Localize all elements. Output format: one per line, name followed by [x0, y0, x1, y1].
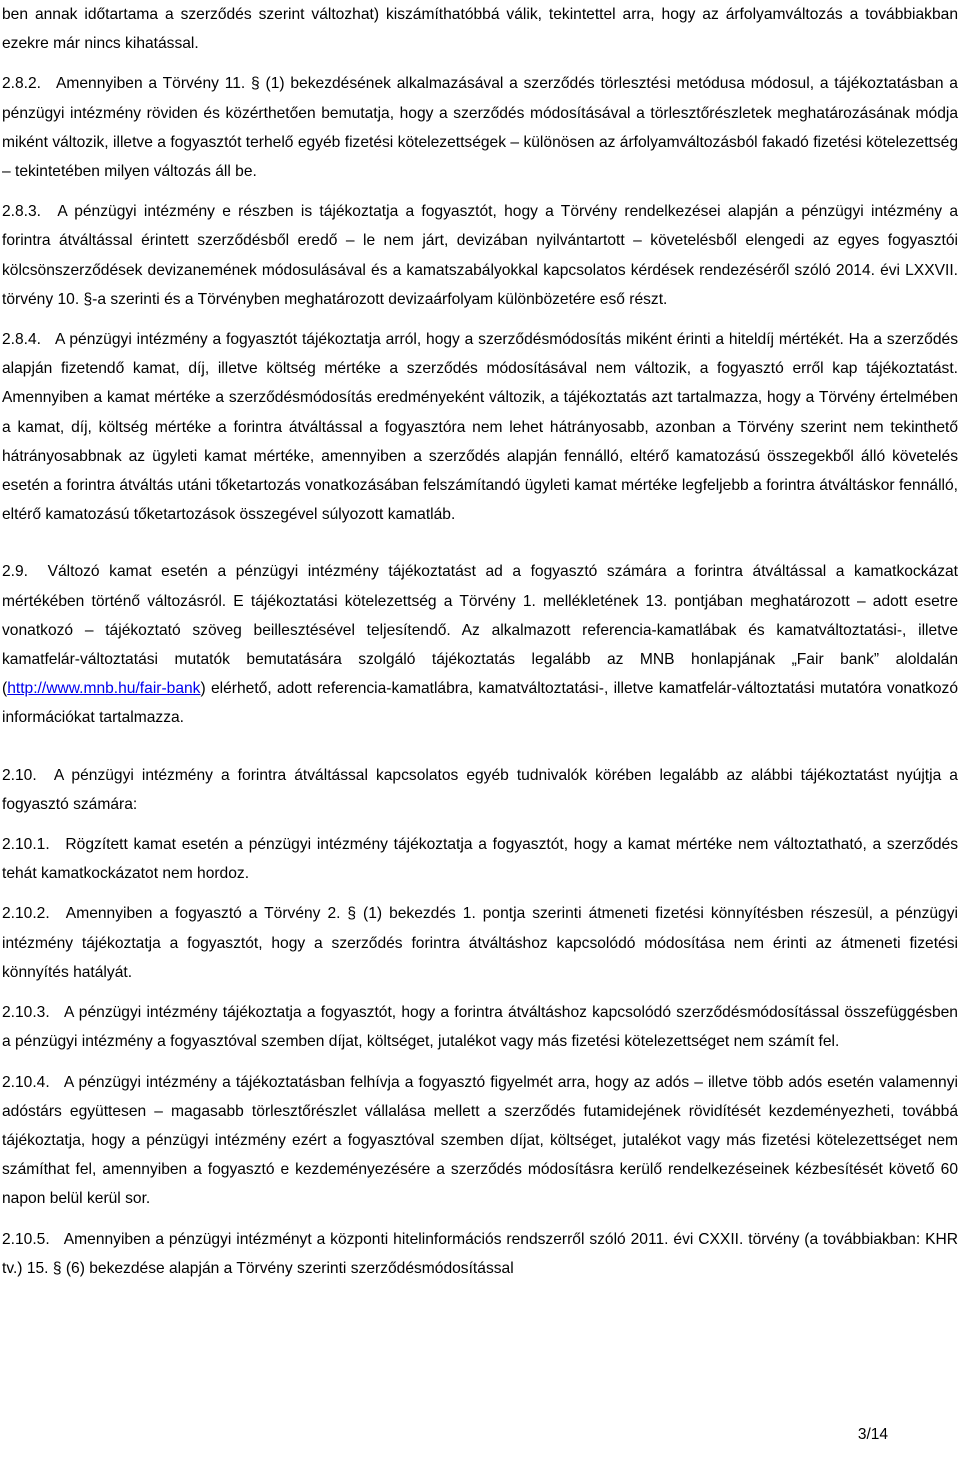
paragraph-2-10 — [2, 761, 958, 819]
paragraph-text: ben annak időtartama a szerződés szerint változhat) kiszámíthatóbbá válik, tekintettel arra, hogy az árfolyamváltozás a továbbiakban ezekre már nincs kihatással. — [2, 6, 958, 53]
paragraph-text: A pénzügyi intézmény a tájékoztatásban felhívja a fogyasztó figyelmét arra, hogy az adós – illetve több adós esetén valamennyi adóstárs együttesen – magasabb törlesztőrészlet vállalása mellett a szerződés futamidejének rövidítését kezdeményezheti, továbbá tájékoztatja, hogy a pénzügyi intézmény ezért a fogyasztóval szemben díjat, költséget, jutalékot vagy más fizetési kötelezettséget nem számíthat fel, amennyiben a fogyasztó e kezdeményezésére a szerződés módosításra kerülő rendelkezéseinek kézbesítését követő 60 napon belül kerül sor. — [2, 1073, 958, 1208]
section-number: 2.10.4. — [2, 1073, 50, 1091]
paragraph-2-10-2 — [2, 899, 958, 987]
section-number: 2.8.2. — [2, 75, 42, 93]
paragraph-continuation — [2, 0, 958, 58]
section-number: 2.10.1. — [2, 836, 50, 854]
paragraph-text-continued: ) elérhető, adott referencia-kamatlábra, kamatváltoztatási-, illetve kamatfelár-változtatási mutatóra vonatkozó információkat tartalmazza. — [2, 680, 958, 727]
section-number: 2.10.5. — [2, 1230, 50, 1248]
section-number: 2.9. — [2, 563, 29, 581]
section-number: 2.8.4. — [2, 331, 42, 349]
section-number: 2.10.3. — [2, 1004, 50, 1022]
paragraph-text: Amennyiben a pénzügyi intézményt a központi hitelinformációs rendszerről szóló 2011. évi CXXII. törvény (a továbbiakban: KHR tv.) 15. § (6) bekezdése alapján a Törvény szerinti szerződésmódosítással — [2, 1230, 958, 1277]
paragraph-text: Amennyiben a fogyasztó a Törvény 2. § (1) bekezdés 1. pontja szerinti átmeneti fizetési könnyítésben részesül, a pénzügyi intézmény tájékoztatja a fogyasztót, hogy a szerződés forintra átváltáshoz kapcsolódó módosítása nem érinti az átmeneti fizetési könnyítés hatályát. — [2, 905, 958, 981]
paragraph-2-8-4 — [2, 325, 958, 529]
paragraph-text: A pénzügyi intézmény tájékoztatja a fogyasztót, hogy a forintra átváltáshoz kapcsolódó szerződésmódosítással összefüggésben a pénzügyi intézmény a fogyasztóval szemben díjat, költséget, jutalékot vagy más fizetési kötelezettséget nem számít fel. — [2, 1004, 958, 1051]
paragraph-2-10-5 — [2, 1225, 958, 1283]
paragraph-2-10-1 — [2, 830, 958, 888]
section-number: 2.10.2. — [2, 905, 50, 923]
paragraph-text: Változó kamat esetén a pénzügyi intézmény tájékoztatást ad a fogyasztó számára a forintra átváltással a kamatkockázat mértékében történő változásról. E tájékoztatási kötelezettség a Törvény 1. mellékletének 13. pontjában meghatározott – adott esetre vonatkozó – tájékoztató szöveg beillesztésével teljesítendő. Az alkalmazott referencia-kamatlábak és kamatváltoztatási-, illetve kamatfelár-változtatási mutatók bemutatására szolgáló tájékoztatás legalább az MNB honlapjának „Fair bank” aloldalán ( — [2, 563, 958, 698]
paragraph-text: A pénzügyi intézmény a forintra átváltással kapcsolatos egyéb tudnivalók körében legalább az alábbi tájékoztatást nyújtja a fogyasztó számára: — [2, 766, 958, 813]
paragraph-2-8-2 — [2, 69, 958, 186]
paragraph-text: Rögzített kamat esetén a pénzügyi intézmény tájékoztatja a fogyasztót, hogy a kamat mértéke nem változtatható, a szerződés tehát kamatkockázatot nem hordoz. — [2, 836, 958, 883]
fair-bank-link[interactable]: http://www.mnb.hu/fair-bank — [7, 680, 201, 698]
section-number: 2.8.3. — [2, 203, 42, 221]
paragraph-text: A pénzügyi intézmény a fogyasztót tájékoztatja arról, hogy a szerződésmódosítás miként érinti a hiteldíj mértékét. Ha a szerződés alapján fizetendő kamat, díj, illetve költség mértéke a szerződés módosításával nem változik, a fogyasztó erről kap tájékoztatást. Amennyiben a kamat mértéke a szerződésmódosítás eredményeként változik, a tájékoztatás azt tartalmazza, hogy a Törvény értelmében a kamat, díj, költség mértéke a forintra átváltással a fogyasztóra nem lehet hátrányosabb, azonban a Törvény szerint nem tekinthető hátrányosabbnak az ügyleti kamat mértéke, amennyiben a szerződés alapján fennálló, eltérő kamatozású összegekből álló követelés esetén a forintra átváltás utáni tőketartozás vonatkozásában felszámítandó ügyleti kamat mértéke legfeljebb a forintra átváltáskor fennálló, eltérő kamatozású tőketartozások összegével súlyozott kamatláb. — [2, 331, 958, 524]
page-number: 3/14 — [857, 1426, 888, 1443]
paragraph-2-10-4 — [2, 1068, 958, 1214]
paragraph-text: Amennyiben a Törvény 11. § (1) bekezdésének alkalmazásával a szerződés törlesztési metódusa módosul, a tájékoztatásban a pénzügyi intézmény röviden és közérthetően bemutatja, hogy a szerződés módosításával a törlesztőrészletek meghatározásának módja miként változik, illetve a fogyasztót terhelő egyéb fizetési kötelezettségek – különösen az árfolyamváltozásból fakadó fizetési kötelezettség – tekintetében milyen változás áll be. — [2, 75, 958, 181]
section-number: 2.10. — [2, 766, 37, 784]
paragraph-2-10-3 — [2, 998, 958, 1056]
paragraph-2-9 — [2, 557, 958, 732]
paragraph-2-8-3 — [2, 197, 958, 314]
paragraph-text: A pénzügyi intézmény e részben is tájékoztatja a fogyasztót, hogy a Törvény rendelkezései alapján a pénzügyi intézmény a forintra átváltással érintett szerződésből eredő – le nem járt, devizában nyilvántartott – követelésből elengedi az egyes fogyasztói kölcsönszerződések devizanemének módosulásával és a kamatszabályokkal kapcsolatos kérdések rendezéséről szóló 2014. évi LXXVII. törvény 10. §-a szerinti és a Törvényben meghatározott devizaárfolyam különbözetére eső részt. — [2, 203, 958, 308]
